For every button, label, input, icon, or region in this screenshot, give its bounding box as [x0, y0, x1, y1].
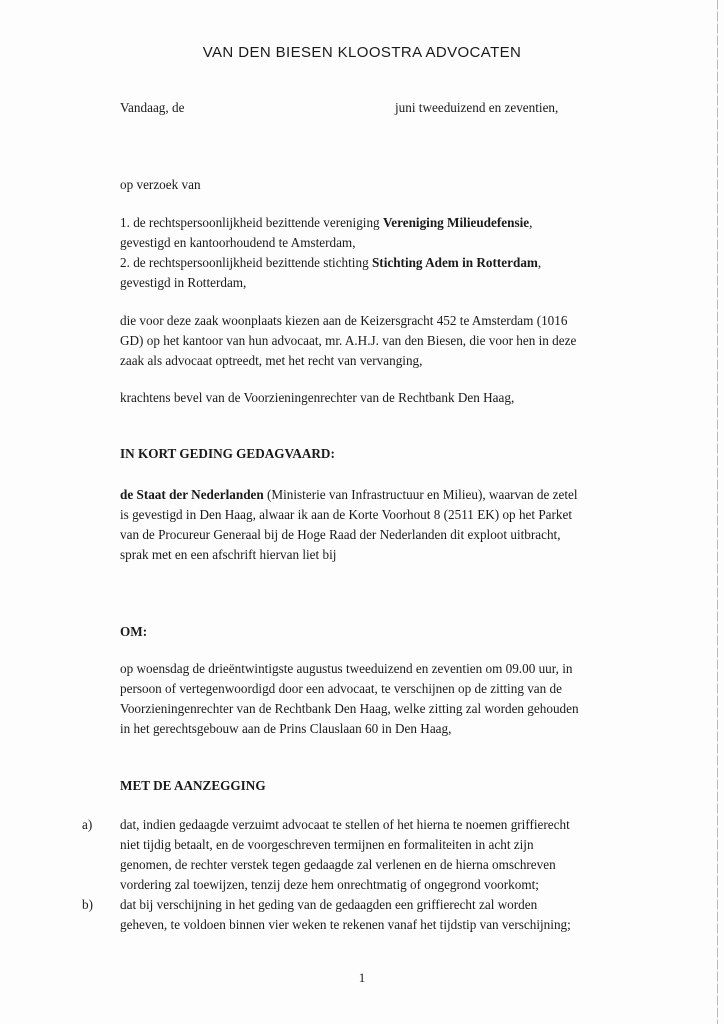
party-1-line-1: 1. de rechtspersoonlijkheid bezittende vereniging Vereniging Milieudefensie,: [120, 215, 533, 230]
date-prefix: Vandaag, de: [120, 100, 185, 115]
party-2-line-2: gevestigd in Rotterdam,: [120, 275, 247, 290]
defendant-line: van de Procureur Generaal bij de Hoge Raad der Nederlanden dit exploot uitbracht,: [120, 527, 561, 542]
notice-a-text: [120, 815, 570, 895]
request-intro: op verzoek van: [120, 177, 201, 192]
hearing-line: in het gerechtsgebouw aan de Prins Clauslaan 60 in Den Haag,: [120, 721, 452, 736]
letterhead: VAN DEN BIESEN KLOOSTRA ADVOCATEN: [202, 44, 522, 61]
authority-line: krachtens bevel van de Voorzieningenrechter van de Rechtbank Den Haag,: [120, 390, 515, 405]
domicile-line: zaak als advocaat optreedt, met het recht van vervanging,: [120, 353, 423, 368]
notice-b-text: [120, 895, 571, 935]
party-2-line-1: 2. de rechtspersoonlijkheid bezittende stichting Stichting Adem in Rotterdam,: [120, 255, 542, 270]
notice-line: genomen, de rechter verstek tegen gedaagde zal verlenen en de hierna omschreven: [120, 857, 556, 872]
notice-heading: MET DE AANZEGGING: [120, 778, 266, 793]
notice-line: dat bij verschijning in het geding van de gedaagden een griffierecht zal worden: [120, 897, 538, 912]
notice-line: niet tijdig betaalt, en de voorgeschreven termijnen en formaliteiten in acht zijn: [120, 837, 534, 852]
defendant-paragraph: [120, 485, 578, 565]
hearing-paragraph: [120, 659, 579, 739]
defendant-name: de Staat der Nederlanden: [120, 487, 264, 502]
om-heading: OM:: [120, 624, 148, 639]
defendant-line: is gevestigd in Den Haag, alwaar ik aan de Korte Voorhout 8 (2511 EK) op het Parket: [120, 507, 573, 522]
notice-line: vordering zal toewijzen, tenzij deze hem onrechtmatig of ongegrond voorkomt;: [120, 877, 539, 892]
page-number: 1: [358, 970, 366, 985]
notice-a-marker: a): [82, 817, 93, 832]
scan-edge: [717, 0, 718, 1024]
summons-heading: IN KORT GEDING GEDAGVAARD:: [120, 446, 335, 461]
party-1-name: Vereniging Milieudefensie: [382, 215, 530, 230]
party-2-name: Stichting Adem in Rotterdam: [371, 255, 538, 270]
defendant-line: de Staat der Nederlanden (Ministerie van Infrastructuur en Milieu), waarvan de zetel: [120, 487, 578, 502]
domicile-line: die voor deze zaak woonplaats kiezen aan de Keizersgracht 452 te Amsterdam (1016: [120, 313, 568, 328]
hearing-line: op woensdag de drieëntwintigste augustus tweeduizend en zeventien om 09.00 uur, in: [120, 661, 573, 676]
date-suffix: juni tweeduizend en zeventien,: [395, 100, 559, 115]
defendant-line: sprak met en een afschrift hiervan liet bij: [120, 547, 337, 562]
party-1-line-2: gevestigd en kantoorhoudend te Amsterdam,: [120, 235, 356, 250]
notice-line: geheven, te voldoen binnen vier weken te rekenen vanaf het tijdstip van verschijning;: [120, 917, 571, 932]
hearing-line: Voorzieningenrechter van de Rechtbank Den Haag, welke zitting zal worden gehouden: [120, 701, 579, 716]
notice-b-marker: b): [82, 897, 93, 912]
domicile-paragraph: [120, 311, 576, 371]
parties-block: [120, 213, 541, 293]
domicile-line: GD) op het kantoor van hun advocaat, mr. A.H.J. van den Biesen, die voor hen in deze: [120, 333, 577, 348]
notice-line: dat, indien gedaagde verzuimt advocaat te stellen of het hierna te noemen griffierecht: [120, 817, 570, 832]
hearing-line: persoon of vertegenwoordigd door een advocaat, te verschijnen op de zitting van de: [120, 681, 562, 696]
